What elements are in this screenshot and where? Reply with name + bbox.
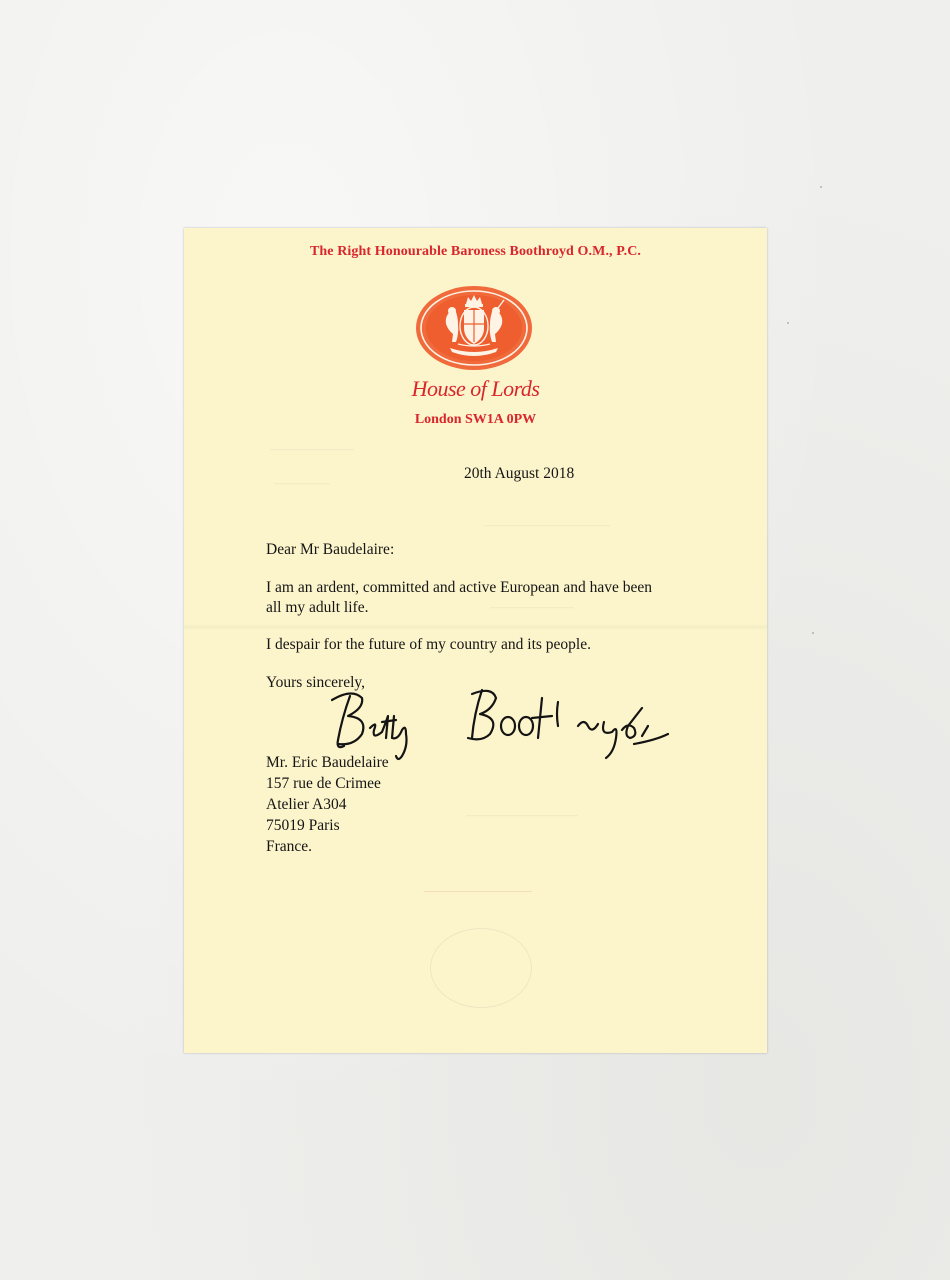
institution-name: House of Lords bbox=[411, 376, 540, 401]
show-through-mark: ———— bbox=[274, 476, 330, 491]
show-through-mark: —————— bbox=[490, 600, 574, 615]
address-line: Atelier A304 bbox=[266, 796, 347, 813]
paragraph-european bbox=[266, 578, 652, 618]
recipient-address bbox=[266, 752, 389, 857]
paragraph-despair: I despair for the future of my country and its people. bbox=[266, 636, 591, 653]
letter-sheet bbox=[184, 228, 767, 1053]
letter-date: 20th August 2018 bbox=[464, 465, 575, 482]
dust-speck bbox=[820, 186, 822, 188]
show-through-crest bbox=[430, 928, 532, 1008]
address-line: 157 rue de Crimee bbox=[266, 775, 381, 792]
address-line: 75019 Paris bbox=[266, 817, 340, 834]
show-through-mark: —————— bbox=[270, 442, 354, 457]
paragraph-line: I am an ardent, committed and active European and have been bbox=[266, 579, 653, 596]
address-line: Mr. Eric Baudelaire bbox=[266, 754, 389, 771]
show-through-mark: ————————— bbox=[484, 518, 610, 533]
dust-speck bbox=[812, 632, 814, 634]
dust-speck bbox=[787, 322, 789, 324]
show-through-mark: —————— bbox=[424, 880, 532, 900]
salutation: Dear Mr Baudelaire: bbox=[266, 541, 395, 558]
closing: Yours sincerely, bbox=[266, 674, 366, 691]
sender-name: The Right Honourable Baroness Boothroyd O.M., P.C. bbox=[309, 244, 642, 259]
address-line: France. bbox=[266, 838, 313, 855]
paper-fold bbox=[184, 624, 767, 630]
royal-coat-of-arms-icon bbox=[414, 284, 534, 372]
show-through-mark: ———————— bbox=[466, 808, 578, 823]
postal-address: London SW1A 0PW bbox=[414, 412, 537, 427]
paragraph-line: all my adult life. bbox=[266, 599, 369, 616]
